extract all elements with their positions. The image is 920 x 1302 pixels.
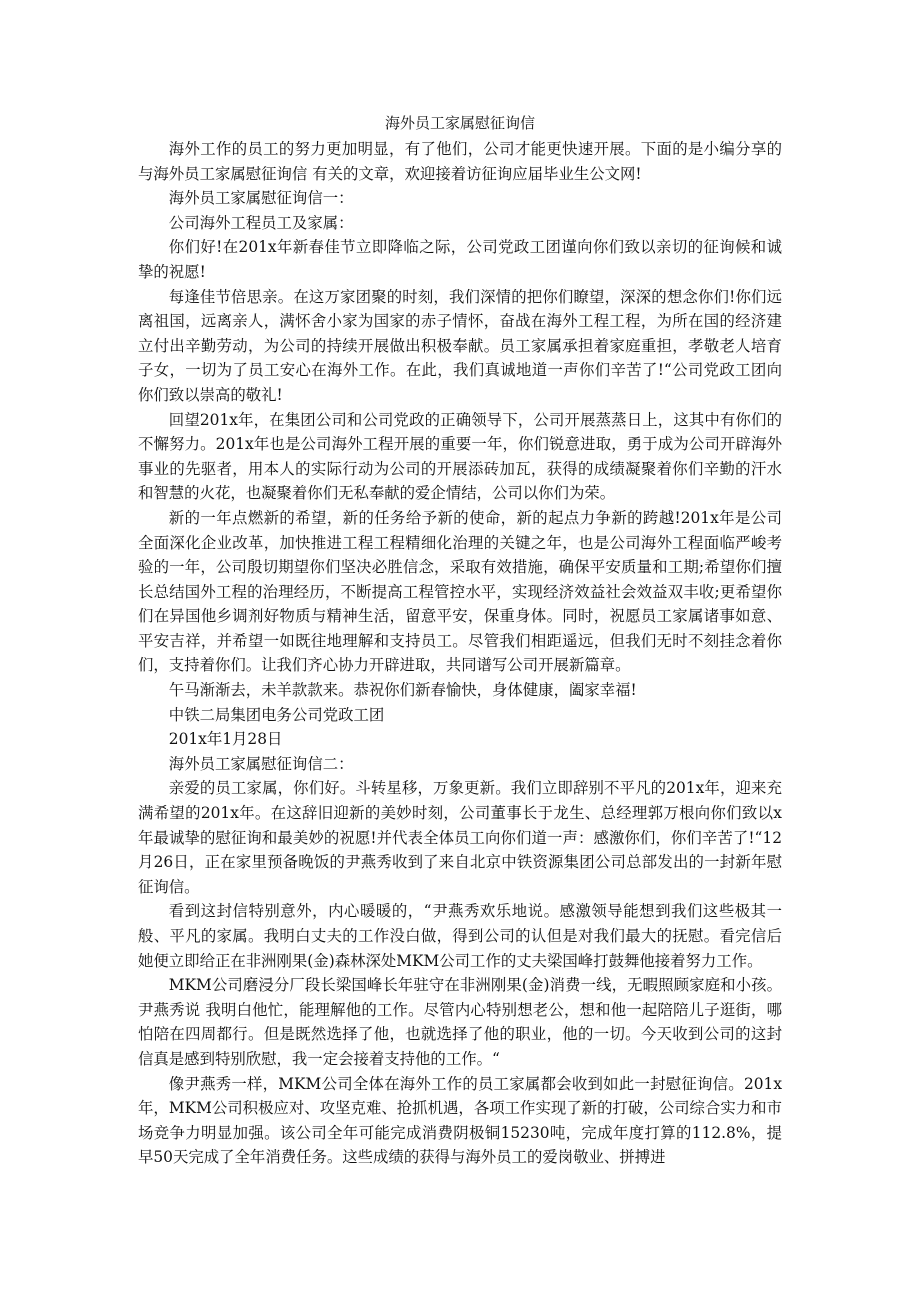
paragraph-blessing: 午马渐渐去，未羊款款来。恭祝你们新春愉快，身体健康，阖家幸福! xyxy=(168,681,637,700)
document-body xyxy=(138,111,782,1170)
paragraph-festival: 每逢佳节倍思亲。在这万家团聚的时刻，我们深情的把你们瞭望，深深的想念你们!你们远离祖国，远离亲人，满怀舍小家为国家的赤子情怀，奋战在海外工程工程，为所在国的经济建立付出辛勤劳动，为公司的持续开展做出积极奉献。员工家属承担着家庭重担，孝敬老人培育子女，一切为了员工安心在海外工作。在此，我们真诚地道一声你们辛苦了!“公司党政工团向你们致以崇高的敬礼! xyxy=(138,287,782,404)
paragraph-mkm-results: 像尹燕秀一样，MKM公司全体在海外工作的员工家属都会收到如此一封慰征询信。201x年，MKM公司积极应对、攻坚克难、抢抓机遇，各项工作实现了新的打破，公司综合实力和市场竞争力明显加强。该公司全年可能完成消费阴极铜15230吨，完成年度打算的112.8%，提早50天完成了全年消费任务。这些成绩的获得与海外员工的爱岗敬业、拼搏进 xyxy=(138,1074,782,1167)
section-heading-one: 海外员工家属慰征询信一： xyxy=(168,189,354,208)
paragraph-greeting: 你们好!在201x年新春佳节立即降临之际，公司党政工团谨向你们致以亲切的征询候和诚挚的祝愿! xyxy=(138,238,782,281)
paragraph-review: 回望201x年，在集团公司和公司党政的正确领导下，公司开展蒸蒸日上，这其中有你们的不懈努力。201x年也是公司海外工程开展的重要一年，你们锐意进取，勇于成为公司开辟海外事业的先驱者，用本人的实际行动为公司的开展添砖加瓦，获得的成绩凝聚着你们辛勤的汗水和智慧的火花，也凝聚着你们无私奉献的爱企情结，公司以你们为荣。 xyxy=(138,410,782,503)
paragraph-intro: 海外工作的员工的努力更加明显，有了他们，公司才能更快速开展。下面的是小编分享的与海外员工家属慰征询信 有关的文章，欢迎接着访征询应届毕业生公文网! xyxy=(138,140,782,183)
section-heading-two: 海外员工家属慰征询信二： xyxy=(168,754,354,773)
paragraph-surprise: 看到这封信特别意外，内心暖暖的，“尹燕秀欢乐地说。感激领导能想到我们这些极其一般、平凡的家属。我明白丈夫的工作没白做，得到公司的认但是对我们最大的抚慰。看完信后她便立即给正在非洲刚果(金)森林深处MKM公司工作的丈夫梁国峰打鼓舞他接着努力工作。 xyxy=(138,902,782,970)
letter-salutation: 公司海外工程员工及家属： xyxy=(168,213,354,232)
paragraph-mkm-leader: MKM公司磨浸分厂段长梁国峰长年驻守在非洲刚果(金)消费一线，无暇照顾家庭和小孩。尹燕秀说 我明白他忙，能理解他的工作。尽管内心特别想老公，想和他一起陪陪儿子逛街，哪怕陪在四周都行。但是既然选择了他，也就选择了他的职业，他的一切。今天收到公司的这封信真是感到特别欣慰，我一定会接着支持他的工作。“ xyxy=(138,976,782,1068)
letter-date: 201x年1月28日 xyxy=(168,730,283,749)
letter-signature: 中铁二局集团电务公司党政工团 xyxy=(168,705,385,724)
paragraph-dear-families: 亲爱的员工家属，你们好。斗转星移，万象更新。我们立即辞别不平凡的201x年，迎来充满希望的201x年。在这辞旧迎新的美妙时刻，公司董事长于龙生、总经理郭万根向你们致以x年最诚挚的慰征询和最美妙的祝愿!并代表全体员工向你们道一声：感激你们，你们辛苦了!“12月26日，正在家里预备晚饭的尹燕秀收到了来自北京中铁资源集团公司总部发出的一封新年慰征询信。 xyxy=(138,779,782,896)
paragraph-new-year: 新的一年点燃新的希望，新的任务给予新的使命，新的起点力争新的跨越!201x年是公司全面深化企业改革，加快推进工程工程精细化治理的关键之年，也是公司海外工程面临严峻考验的一年，公司殷切期望你们坚决必胜信念，采取有效措施，确保平安质量和工期;希望你们擅长总结国外工程的治理经历，不断提高工程管控水平，实现经济效益社会效益双丰收;更希望你们在异国他乡调剂好物质与精神生活，留意平安，保重身体。同时，祝愿员工家属诸事如意、平安吉祥，并希望一如既往地理解和支持员工。尽管我们相距遥远，但我们无时不刻挂念着你们，支持着你们。让我们齐心协力开辟进取，共同谱写公司开展新篇章。 xyxy=(138,508,782,675)
document-title: 海外员工家属慰征询信 xyxy=(384,114,535,132)
